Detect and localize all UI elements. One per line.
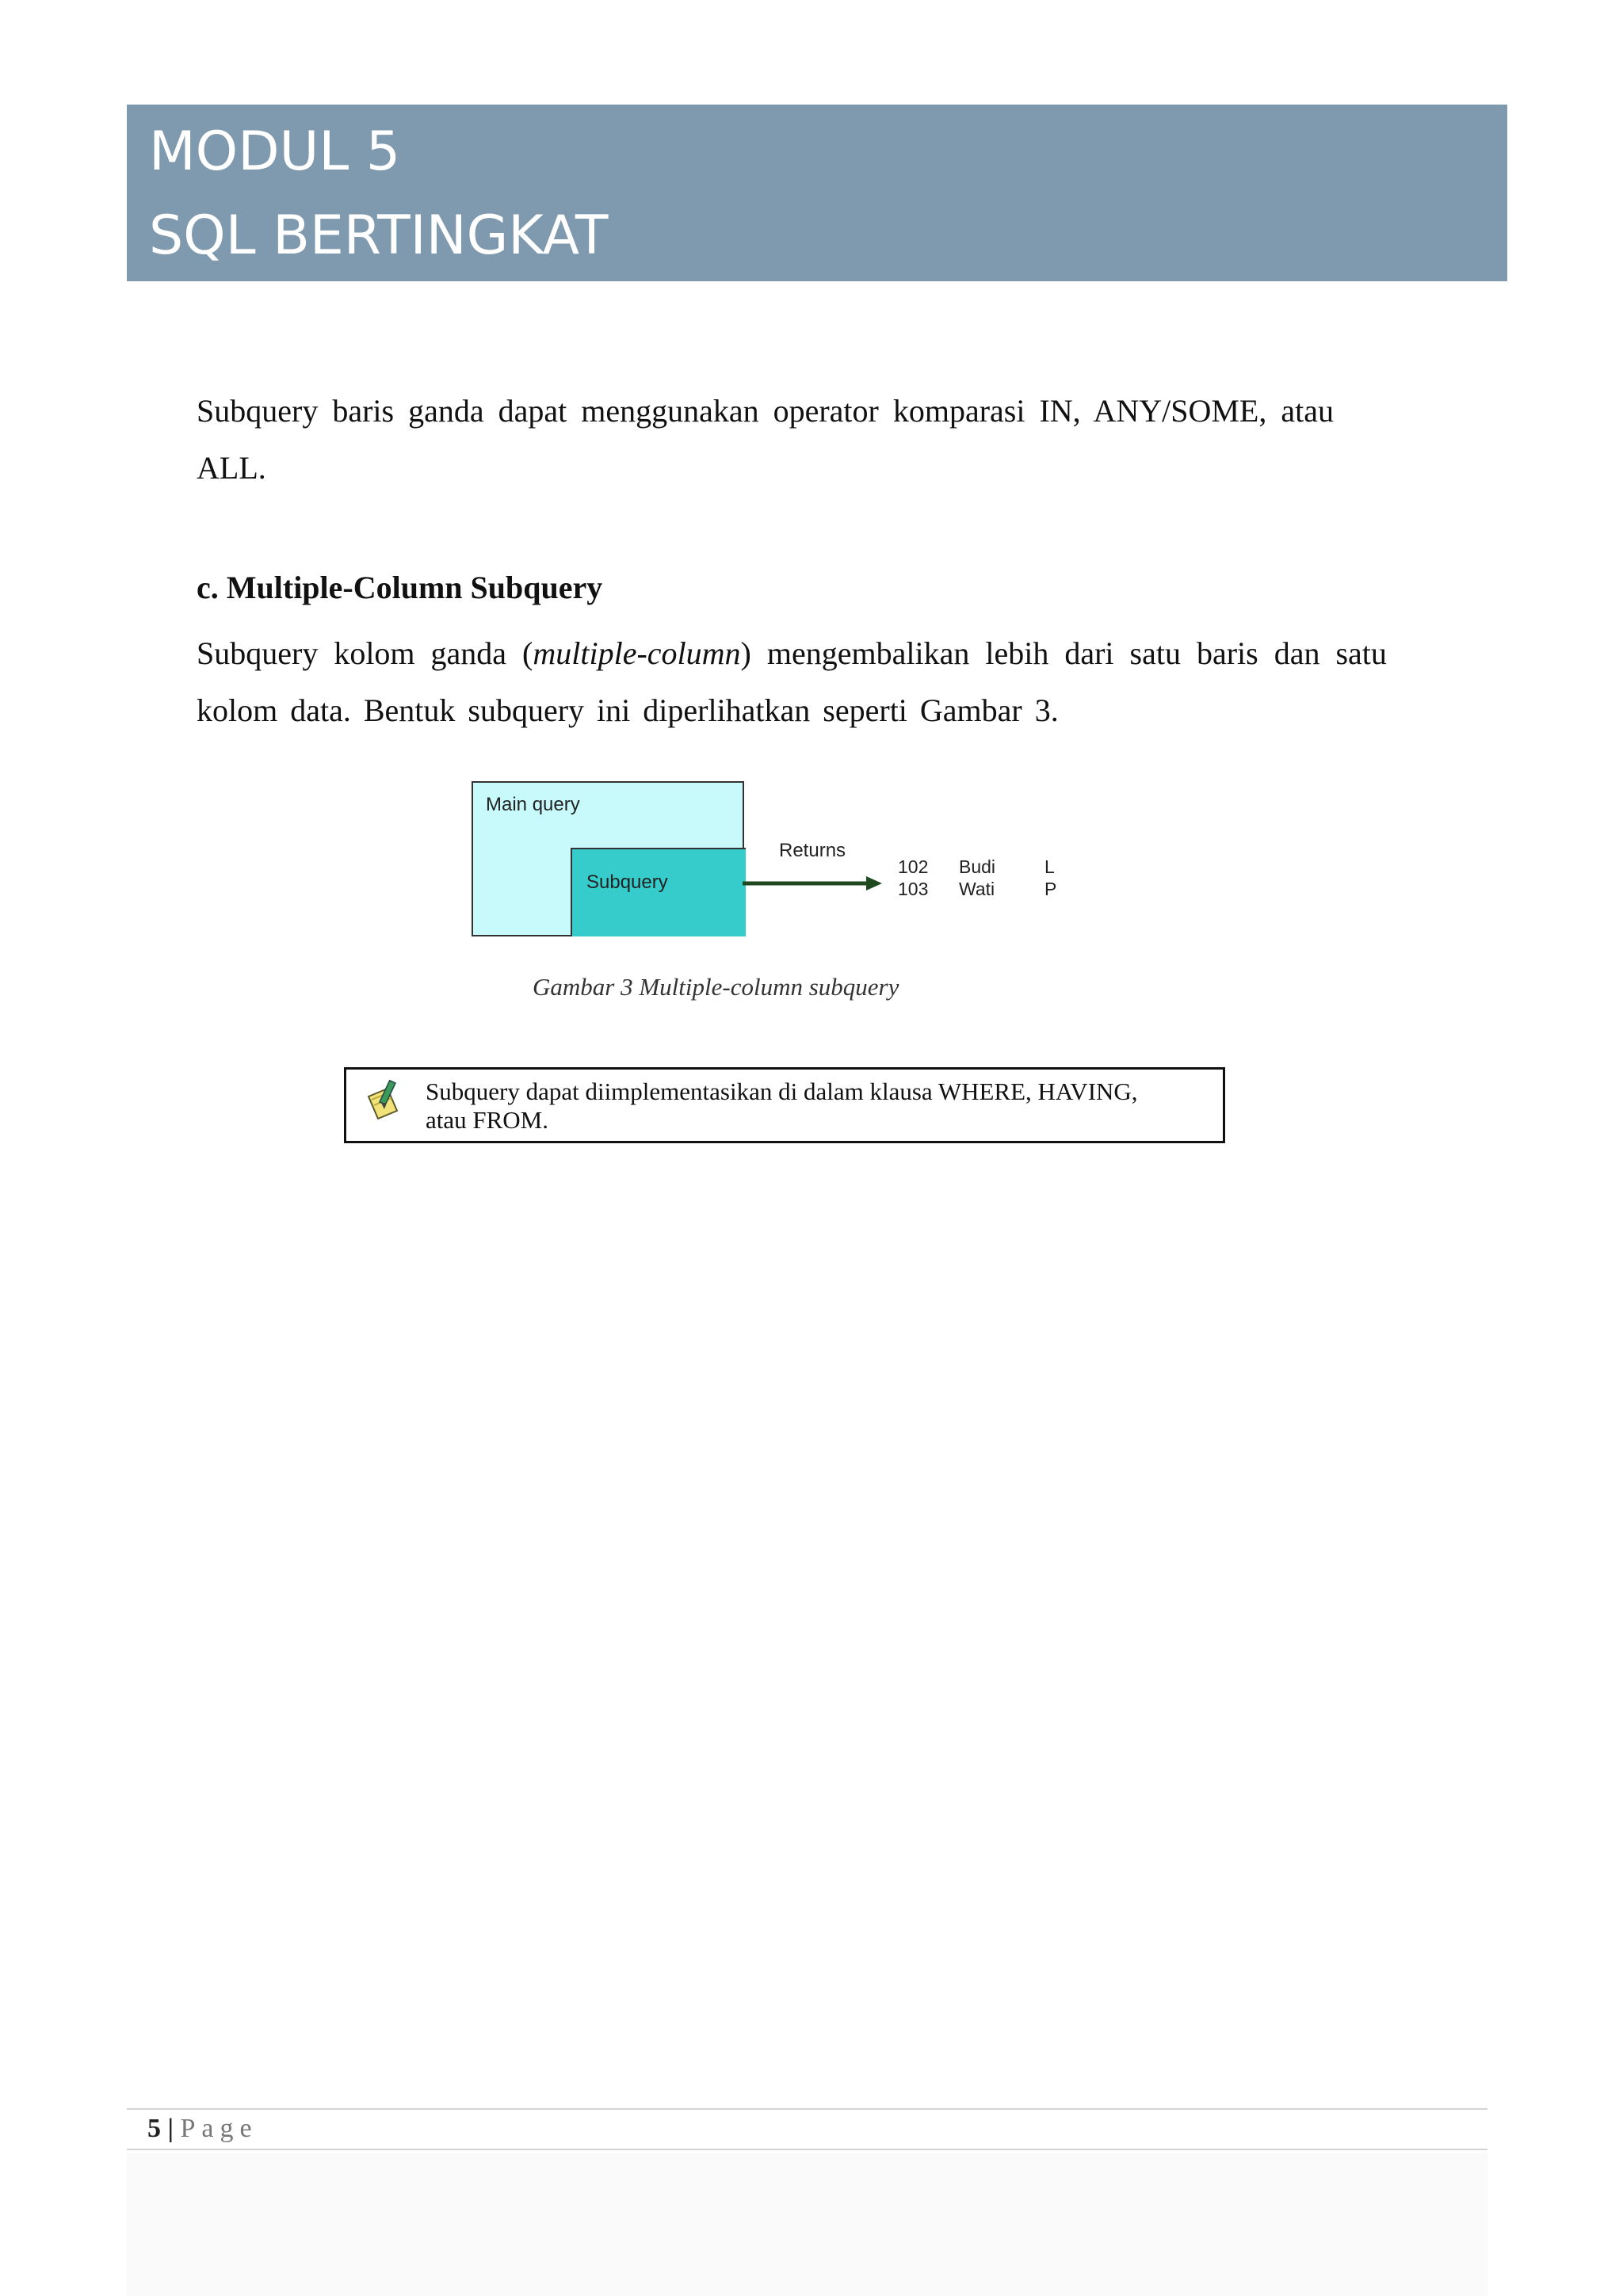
- result-gender: P: [1044, 879, 1057, 899]
- returns-label: Returns: [779, 840, 846, 861]
- returns-arrow-icon: [743, 874, 885, 893]
- page-word: Page: [180, 2114, 258, 2143]
- note-text: [426, 1077, 1138, 1135]
- module-title: SQL BERTINGKAT: [149, 204, 609, 267]
- note-line: atau FROM.: [426, 1106, 548, 1134]
- module-number: MODUL 5: [149, 120, 401, 183]
- italic-term: multiple-column: [533, 635, 741, 671]
- paragraph-line: Subquery baris ganda dapat menggunakan operator komparasi IN, ANY/SOME, atau: [197, 393, 1334, 429]
- note-pencil-icon: [361, 1079, 405, 1123]
- section-heading: c. Multiple-Column Subquery: [197, 570, 603, 605]
- subquery-label: Subquery: [586, 871, 668, 893]
- result-name: Wati: [959, 879, 995, 899]
- footer-divider-top: [127, 2108, 1487, 2110]
- paragraph-multiple-column: [197, 625, 1385, 739]
- figure-multiple-column-subquery: [468, 779, 1070, 1016]
- paragraph-multiple-row: [197, 383, 1385, 497]
- result-id: 103: [898, 879, 929, 899]
- note-box: [344, 1067, 1225, 1143]
- page-number: 5: [147, 2114, 161, 2143]
- subquery-box: [571, 848, 746, 936]
- page-bottom-margin: [127, 2153, 1487, 2296]
- footer-divider-bottom: [127, 2149, 1487, 2150]
- paragraph-line: [197, 625, 1385, 682]
- main-query-label: Main query: [486, 794, 580, 815]
- paragraph-line: kolom data. Bentuk subquery ini diperlihatkan seperti Gambar 3.: [197, 692, 1059, 728]
- result-name: Budi: [959, 856, 996, 877]
- text-run: Subquery kolom ganda (: [197, 635, 533, 671]
- result-gender: L: [1044, 856, 1055, 877]
- footer-separator: |: [167, 2114, 174, 2143]
- figure-caption: Gambar 3 Multiple-column subquery: [533, 973, 899, 1001]
- paragraph-line: ALL.: [197, 450, 266, 486]
- note-line: Subquery dapat diimplementasikan di dalam klausa WHERE, HAVING,: [426, 1077, 1138, 1105]
- result-id: 102: [898, 856, 929, 877]
- page-footer: [147, 2113, 258, 2145]
- module-header: [127, 105, 1507, 281]
- text-run: ) mengembalikan lebih dari satu baris dan satu: [740, 635, 1387, 671]
